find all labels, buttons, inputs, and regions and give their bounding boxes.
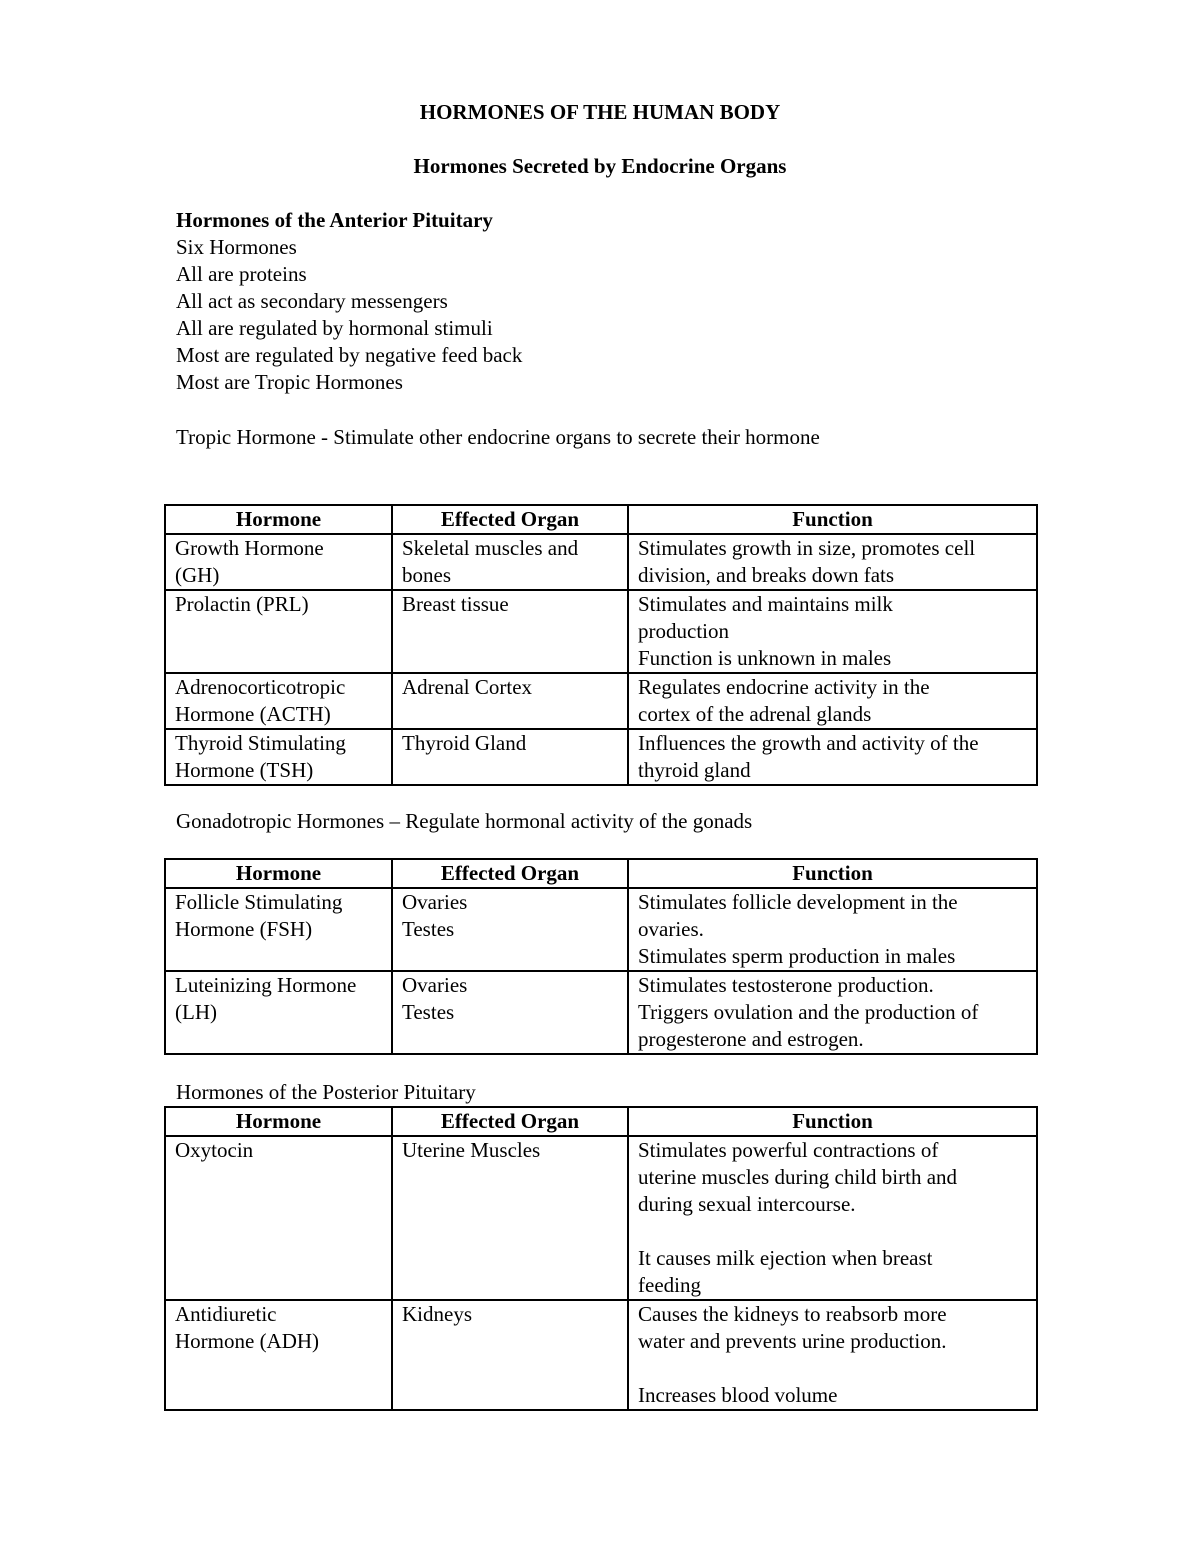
function-cell — [628, 971, 1037, 1054]
cell-line: thyroid gland — [638, 758, 751, 782]
cell-line: Ovaries — [402, 973, 468, 997]
function-cell — [628, 1300, 1037, 1410]
header-effected-organ: Effected Organ — [392, 1107, 628, 1136]
cell-line: Testes — [402, 1000, 455, 1024]
function-cell — [628, 1136, 1037, 1300]
organ-cell — [392, 534, 628, 590]
header-function: Function — [628, 505, 1037, 534]
table-row — [165, 1300, 1037, 1410]
cell-line: Kidneys — [402, 1302, 472, 1326]
cell-line: Testes — [402, 917, 455, 941]
anterior-fact: All are regulated by hormonal stimuli — [176, 316, 493, 340]
organ-cell — [392, 729, 628, 785]
header-hormone: Hormone — [165, 1107, 392, 1136]
function-cell — [628, 729, 1037, 785]
cell-line: Antidiuretic — [175, 1302, 277, 1326]
hormone-cell — [165, 971, 392, 1054]
cell-line: water and prevents urine production. — [638, 1329, 947, 1353]
table-row — [165, 534, 1037, 590]
cell-line: Stimulates testosterone production. — [638, 973, 934, 997]
cell-line: ovaries. — [638, 917, 704, 941]
cell-line: Stimulates and maintains milk — [638, 592, 893, 616]
document-title: HORMONES OF THE HUMAN BODY — [419, 100, 781, 124]
cell-line: Uterine Muscles — [402, 1138, 541, 1162]
hormone-cell — [165, 534, 392, 590]
table-row — [165, 590, 1037, 673]
posterior-pituitary-table — [164, 1106, 1038, 1411]
cell-line: Triggers ovulation and the production of — [638, 1000, 979, 1024]
blank-line — [638, 1218, 1028, 1245]
posterior-heading: Hormones of the Posterior Pituitary — [176, 1080, 476, 1104]
gonadotropic-note: Gonadotropic Hormones – Regulate hormonal activity of the gonads — [176, 809, 753, 833]
organ-cell — [392, 1300, 628, 1410]
cell-line: Prolactin (PRL) — [175, 592, 309, 616]
hormone-cell — [165, 1136, 392, 1300]
header-function: Function — [628, 859, 1037, 888]
organ-cell — [392, 888, 628, 971]
hormone-cell — [165, 590, 392, 673]
function-cell — [628, 888, 1037, 971]
cell-line: Breast tissue — [402, 592, 509, 616]
table-row — [165, 673, 1037, 729]
table-row — [165, 888, 1037, 971]
hormone-cell — [165, 729, 392, 785]
blank-line — [638, 1355, 1028, 1382]
hormone-cell — [165, 673, 392, 729]
gonadotropic-table — [164, 858, 1038, 1055]
table-row — [165, 971, 1037, 1054]
cell-line: Skeletal muscles and — [402, 536, 579, 560]
cell-line: Causes the kidneys to reabsorb more — [638, 1302, 947, 1326]
header-hormone: Hormone — [165, 859, 392, 888]
cell-line: Stimulates powerful contractions of — [638, 1138, 939, 1162]
header-effected-organ: Effected Organ — [392, 505, 628, 534]
cell-line: Stimulates growth in size, promotes cell — [638, 536, 976, 560]
cell-line: Stimulates sperm production in males — [638, 944, 956, 968]
cell-line: Hormone (ADH) — [175, 1329, 320, 1353]
cell-line: production — [638, 619, 729, 643]
cell-line: feeding — [638, 1273, 701, 1297]
document-subtitle: Hormones Secreted by Endocrine Organs — [413, 154, 787, 178]
anterior-fact: All act as secondary messengers — [176, 289, 448, 313]
anterior-heading: Hormones of the Anterior Pituitary — [176, 208, 493, 232]
cell-line: progesterone and estrogen. — [638, 1027, 864, 1051]
anterior-fact: Most are Tropic Hormones — [176, 370, 403, 394]
organ-cell — [392, 673, 628, 729]
cell-line: Adrenocorticotropic — [175, 675, 346, 699]
cell-line: Adrenal Cortex — [402, 675, 533, 699]
cell-line: (LH) — [175, 1000, 217, 1024]
cell-line: bones — [402, 563, 451, 587]
cell-line: Hormone (TSH) — [175, 758, 314, 782]
table-row — [165, 1136, 1037, 1300]
table-header-row — [165, 505, 1037, 534]
cell-line: Stimulates follicle development in the — [638, 890, 958, 914]
tropic-hormone-note: Tropic Hormone - Stimulate other endocrine organs to secrete their hormone — [176, 425, 820, 449]
header-function: Function — [628, 1107, 1037, 1136]
cell-line: Increases blood volume — [638, 1383, 838, 1407]
cell-line: Hormone (ACTH) — [175, 702, 331, 726]
function-cell — [628, 673, 1037, 729]
anterior-fact: Most are regulated by negative feed back — [176, 343, 523, 367]
cell-line: cortex of the adrenal glands — [638, 702, 872, 726]
organ-cell — [392, 971, 628, 1054]
function-cell — [628, 534, 1037, 590]
cell-line: Growth Hormone — [175, 536, 324, 560]
cell-line: (GH) — [175, 563, 220, 587]
cell-line: It causes milk ejection when breast — [638, 1246, 933, 1270]
cell-line: uterine muscles during child birth and — [638, 1165, 958, 1189]
cell-line: during sexual intercourse. — [638, 1192, 856, 1216]
table-row — [165, 729, 1037, 785]
cell-line: Thyroid Stimulating — [175, 731, 346, 755]
cell-line: Hormone (FSH) — [175, 917, 313, 941]
cell-line: Ovaries — [402, 890, 468, 914]
hormone-cell — [165, 1300, 392, 1410]
table-header-row — [165, 859, 1037, 888]
function-cell — [628, 590, 1037, 673]
hormone-cell — [165, 888, 392, 971]
table-header-row — [165, 1107, 1037, 1136]
cell-line: Influences the growth and activity of the — [638, 731, 979, 755]
cell-line: Luteinizing Hormone — [175, 973, 357, 997]
anterior-fact: Six Hormones — [176, 235, 297, 259]
cell-line: Thyroid Gland — [402, 731, 527, 755]
header-hormone: Hormone — [165, 505, 392, 534]
cell-line: Oxytocin — [175, 1138, 254, 1162]
anterior-pituitary-table — [164, 504, 1038, 786]
cell-line: Regulates endocrine activity in the — [638, 675, 930, 699]
cell-line: division, and breaks down fats — [638, 563, 895, 587]
cell-line: Function is unknown in males — [638, 646, 892, 670]
cell-line: Follicle Stimulating — [175, 890, 343, 914]
organ-cell — [392, 1136, 628, 1300]
anterior-section — [176, 207, 1076, 396]
anterior-fact: All are proteins — [176, 262, 307, 286]
header-effected-organ: Effected Organ — [392, 859, 628, 888]
organ-cell — [392, 590, 628, 673]
